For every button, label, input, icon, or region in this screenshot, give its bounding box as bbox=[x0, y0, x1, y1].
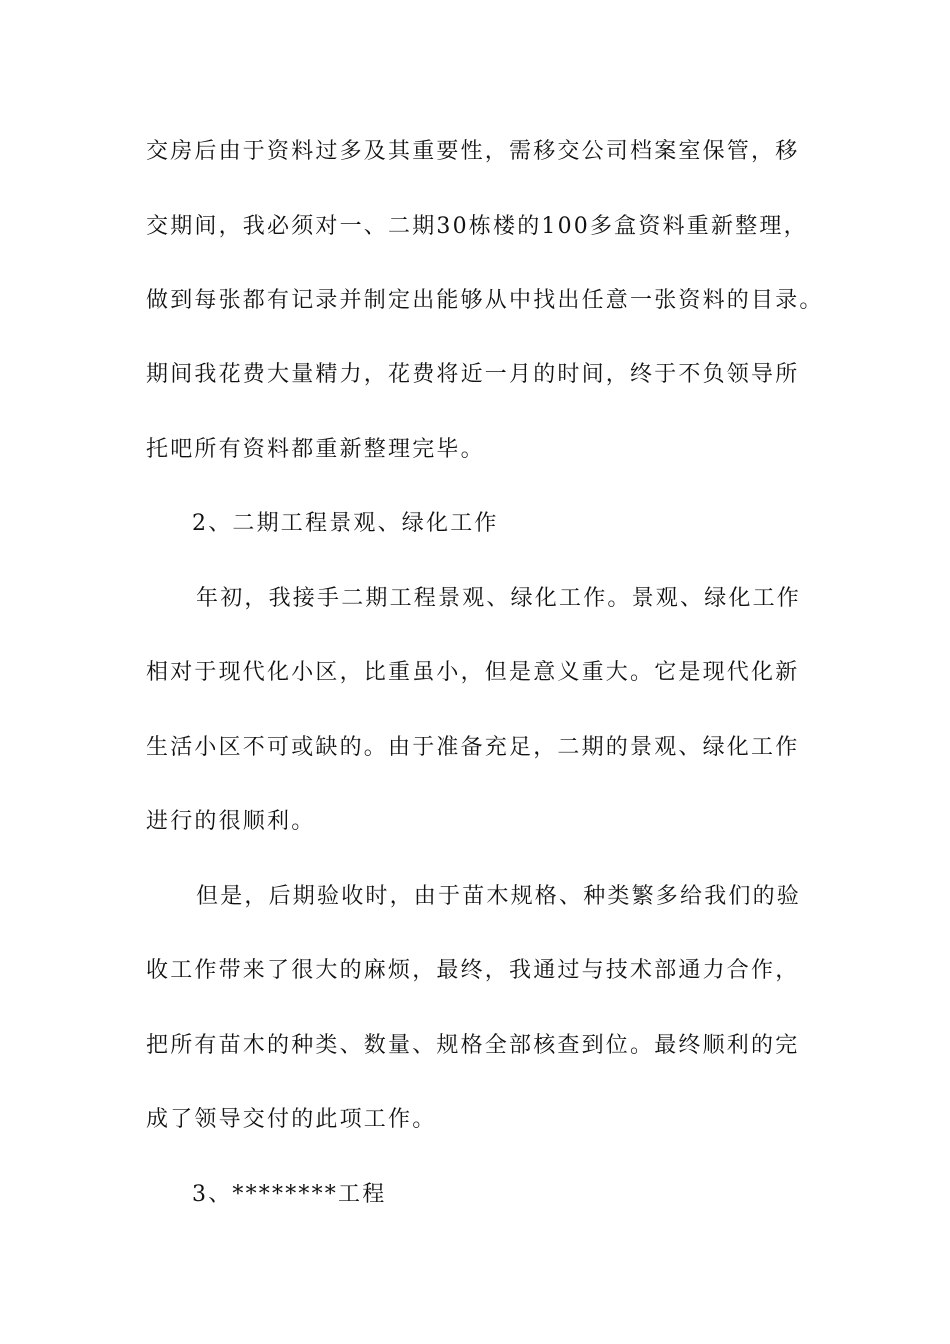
section-heading: 3、********工程 bbox=[192, 1182, 387, 1207]
paragraph-line: 生活小区不可或缺的。由于准备充足，二期的景观、绿化工作 bbox=[146, 735, 800, 760]
paragraph-line: 托吧所有资料都重新整理完毕。 bbox=[146, 437, 485, 462]
paragraph-line: 交房后由于资料过多及其重要性，需移交公司档案室保管，移 bbox=[146, 139, 800, 164]
paragraph-line: 交期间，我必须对一、二期30栋楼的100多盒资料重新整理， bbox=[146, 214, 808, 239]
paragraph-line: 把所有苗木的种类、数量、规格全部核查到位。最终顺利的完 bbox=[146, 1033, 800, 1058]
paragraph-line: 成了领导交付的此项工作。 bbox=[146, 1107, 437, 1132]
paragraph-line: 期间我花费大量精力，花费将近一月的时间，终于不负领导所 bbox=[146, 362, 800, 387]
paragraph-line: 但是，后期验收时，由于苗木规格、种类繁多给我们的验 bbox=[196, 884, 802, 909]
paragraph-line: 做到每张都有记录并制定出能够从中找出任意一张资料的目录。 bbox=[146, 288, 824, 313]
paragraph-line: 收工作带来了很大的麻烦，最终，我通过与技术部通力合作， bbox=[146, 958, 800, 983]
section-heading: 2、二期工程景观、绿化工作 bbox=[192, 511, 499, 536]
paragraph-line: 相对于现代化小区，比重虽小，但是意义重大。它是现代化新 bbox=[146, 660, 800, 685]
paragraph-line: 年初，我接手二期工程景观、绿化工作。景观、绿化工作 bbox=[196, 586, 802, 611]
paragraph-line: 进行的很顺利。 bbox=[146, 809, 316, 834]
